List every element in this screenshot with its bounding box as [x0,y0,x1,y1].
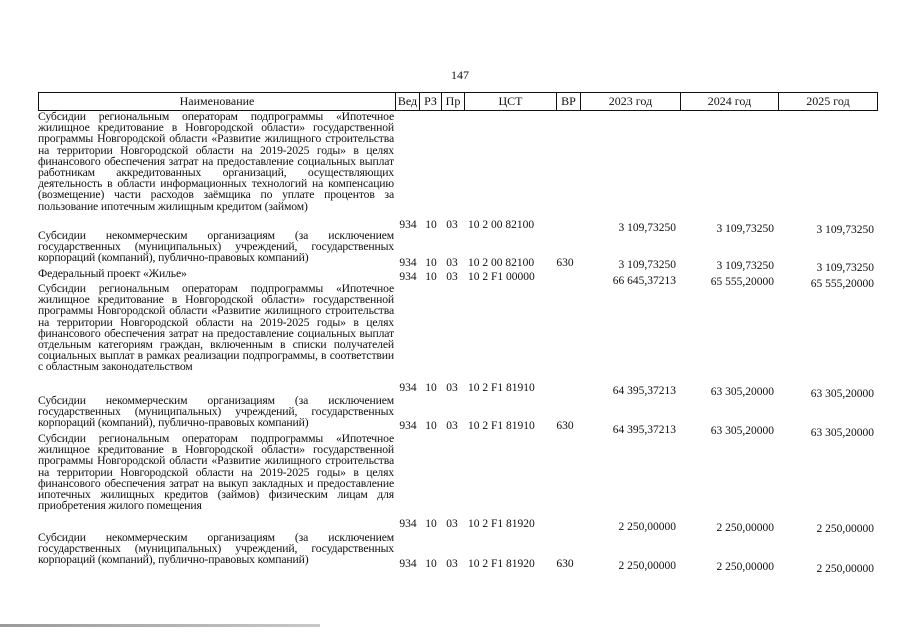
row-2023: 3 109,73250 [618,222,676,234]
header-rz: РЗ [420,93,442,110]
row-2024: 65 555,20000 [710,276,774,288]
row-name: Федеральный проект «Жилье» [38,267,187,280]
header-name: Наименование [39,93,396,110]
header-vr: ВР [557,93,581,110]
row-name: Субсидии региональным операторам подпрограммы «Ипотечное жилищное кредитование в Новгородской области» государственной программы Новгородской области «Развитие жилищного строительства на территории Новгородской области на 2019-2025 годы» в целях финансового обеспечения затрат на предоставление социальных выплат отдельным категориям граждан, включенным в списки получателей социальных выплат в рамках реализации подпрограммы, в соответствии с областным законодательством [38,282,394,374]
row-name: Субсидии некоммерческим организациям (за исключением государственных (муниципальных) учреждений, государственных корпораций (компаний), публично-правовых компаний) [38,394,394,430]
row-rz: 10 [425,271,437,283]
row-rz: 10 [425,382,437,394]
row-ved: 934 [399,518,417,530]
row-2024: 2 250,00000 [716,522,774,534]
row-pr: 03 [446,558,458,570]
row-2023: 3 109,73250 [618,259,676,271]
row-2023: 66 645,37213 [612,275,676,287]
row-vr: 630 [556,420,574,432]
row-2024: 2 250,00000 [716,561,774,573]
row-pr: 03 [446,219,458,231]
header-ved: Вед [396,93,420,110]
row-rz: 10 [425,257,437,269]
row-2025: 3 109,73250 [816,224,874,236]
row-vr: 630 [556,558,574,570]
row-2023: 2 250,00000 [618,521,676,533]
table-header [38,92,878,111]
row-2025: 65 555,20000 [810,278,874,290]
row-2024: 63 305,20000 [710,425,774,437]
row-cst: 10 2 F1 81920 [468,558,535,570]
row-pr: 03 [446,382,458,394]
row-name: Субсидии некоммерческим организациям (за исключением государственных (муниципальных) учреждений, государственных корпораций (компаний), публично-правовых компаний) [38,531,394,567]
row-ved: 934 [399,420,417,432]
row-pr: 03 [446,257,458,269]
row-2023: 64 395,37213 [612,385,676,397]
row-ved: 934 [399,271,417,283]
row-2023: 64 395,37213 [612,424,676,436]
row-ved: 934 [399,382,417,394]
row-cst: 10 2 00 82100 [468,257,535,269]
row-2025: 63 305,20000 [810,388,874,400]
row-cst: 10 2 F1 81910 [468,382,535,394]
header-cst: ЦСТ [465,93,557,110]
page-number: 147 [451,68,469,82]
header-2025: 2025 год [806,94,850,108]
row-vr: 630 [556,257,574,269]
row-cst: 10 2 F1 81910 [468,420,535,432]
row-2024: 3 109,73250 [716,223,774,235]
row-2023: 2 250,00000 [618,560,676,572]
row-2024: 3 109,73250 [716,260,774,272]
row-rz: 10 [425,219,437,231]
row-ved: 934 [399,219,417,231]
row-cst: 10 2 00 82100 [468,219,535,231]
row-2025: 63 305,20000 [810,427,874,439]
header-2023: 2023 год [581,93,681,110]
header-pr: Пр [442,93,465,110]
row-name: Субсидии некоммерческим организациям (за исключением государственных (муниципальных) учреждений, государственных корпораций (компаний), публично-правовых компаний) [38,229,394,265]
scan-edge-artifact [0,624,320,627]
row-2025: 2 250,00000 [816,523,874,535]
header-2024: 2024 год [681,93,779,110]
row-name: Субсидии региональным операторам подпрограммы «Ипотечное жилищное кредитование в Новгородской области» государственной программы Новгородской области «Развитие жилищного строительства на территории Новгородской области на 2019-2025 годы» в целях финансового обеспечения затрат на предоставление социальных выплат работникам аккредитованных организаций, осуществляющих деятельность в области информационных технологий на компенсацию (возмещение) части расходов заёмщика по уплате процентов за пользование ипотечным жилищным кредитом (займом) [38,110,394,213]
row-2025: 2 250,00000 [816,563,874,575]
row-ved: 934 [399,257,417,269]
row-pr: 03 [446,420,458,432]
row-2025: 3 109,73250 [816,262,874,274]
row-2024: 63 305,20000 [710,386,774,398]
row-ved: 934 [399,558,417,570]
row-rz: 10 [425,558,437,570]
row-cst: 10 2 F1 00000 [468,271,535,283]
row-pr: 03 [446,518,458,530]
row-rz: 10 [425,518,437,530]
row-rz: 10 [425,420,437,432]
row-cst: 10 2 F1 81920 [468,518,535,530]
row-name: Субсидии региональным операторам подпрограммы «Ипотечное жилищное кредитование в Новгородской области» государственной программы Новгородской области «Развитие жилищного строительства на территории Новгородской области на 2019-2025 годы» в целях финансового обеспечения затрат на выкуп закладных и предоставление ипотечных жилищных кредитов (займов) физическим лицам для приобретения жилого помещения [38,432,394,513]
row-pr: 03 [446,271,458,283]
